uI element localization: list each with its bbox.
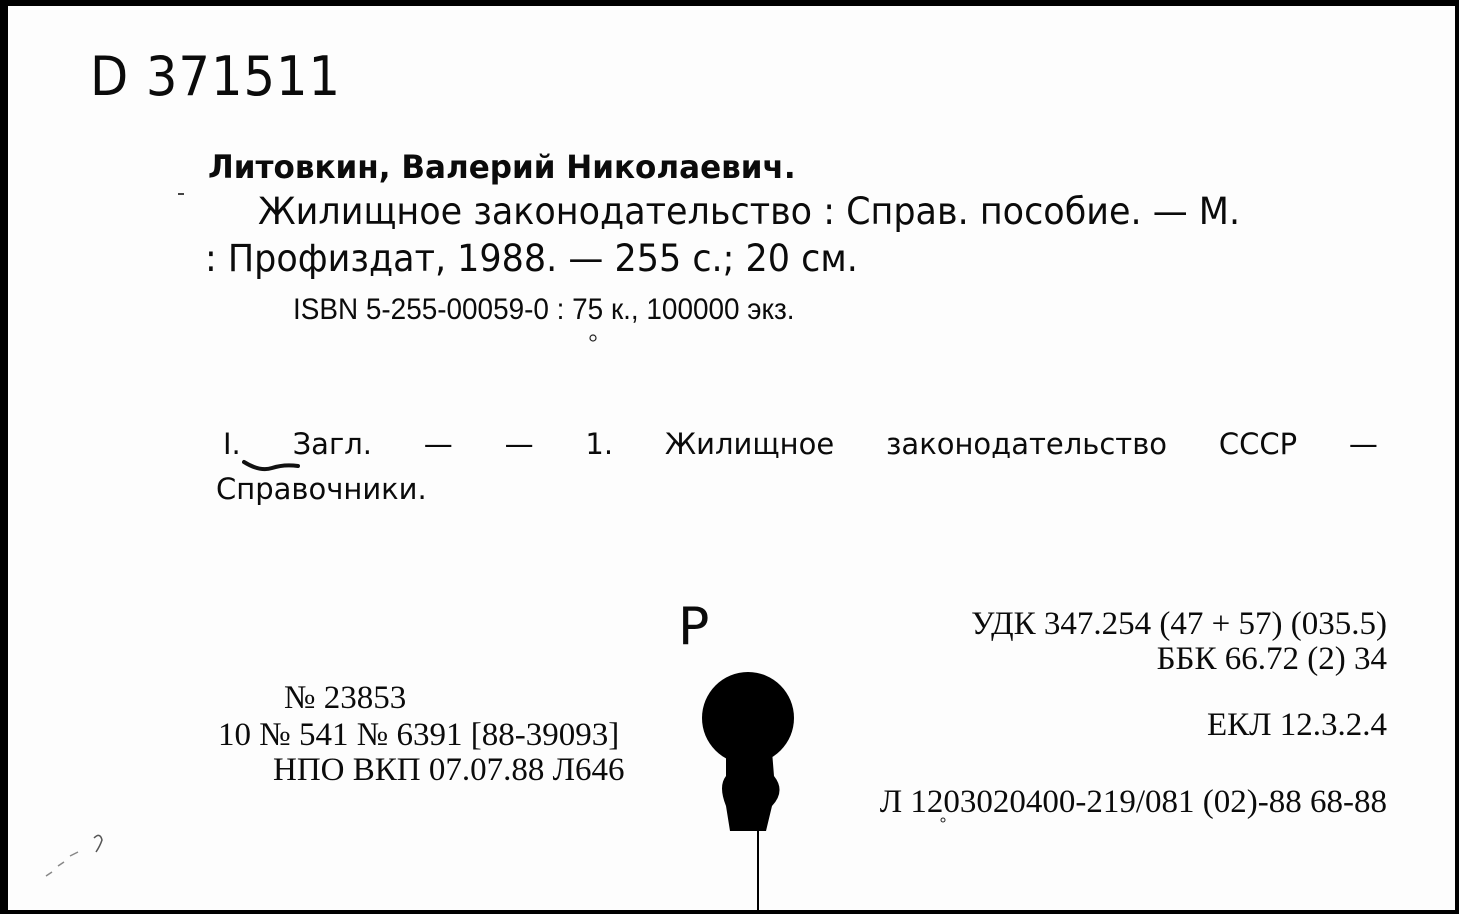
isbn-line: ISBN 5-255-00059-0 : 75 к., 100000 экз. <box>293 293 795 326</box>
author-heading: Литовкин, Валерий Николаевич. <box>208 148 796 186</box>
tracing-word: Жилищное <box>664 427 835 461</box>
subject-tracings-line-2: Справочники. <box>216 472 427 506</box>
tracing-word: законодательство <box>886 427 1168 461</box>
print-run-line: 10 № 541 № 6391 [88-39093] <box>218 717 620 753</box>
scan-specks <box>8 6 1455 910</box>
title-statement-line-2: : Профиздат, 1988. — 255 с.; 20 см. <box>205 237 858 280</box>
tracing-title-label: Загл. <box>292 427 372 461</box>
tracing-number: 1. <box>585 427 614 461</box>
order-number: № 23853 <box>284 680 407 716</box>
tracing-dash: — <box>504 427 534 461</box>
catalog-card <box>8 6 1455 910</box>
ekl-code: ЕКЛ 12.3.2.4 <box>1206 707 1387 743</box>
bbk-classification: ББК 66.72 (2) 34 <box>1156 641 1387 677</box>
tracing-word: СССР <box>1218 427 1298 461</box>
udk-classification: УДК 347.254 (47 + 57) (035.5) <box>971 606 1387 642</box>
title-statement-line-1: Жилищное законодательство : Справ. пособие. — М. <box>258 190 1241 233</box>
tracing-roman-numeral: I. <box>223 427 241 461</box>
call-number: D 371511 <box>90 45 342 108</box>
tracing-dash: — <box>423 427 453 461</box>
letter-r-mark: Р <box>678 597 710 657</box>
l-code: Л 1203020400-219/081 (02)-88 68-88 <box>879 784 1387 820</box>
tracing-dash: — <box>1348 427 1378 461</box>
publisher-print-line: НПО ВКП 07.07.88 Л646 <box>273 752 625 788</box>
